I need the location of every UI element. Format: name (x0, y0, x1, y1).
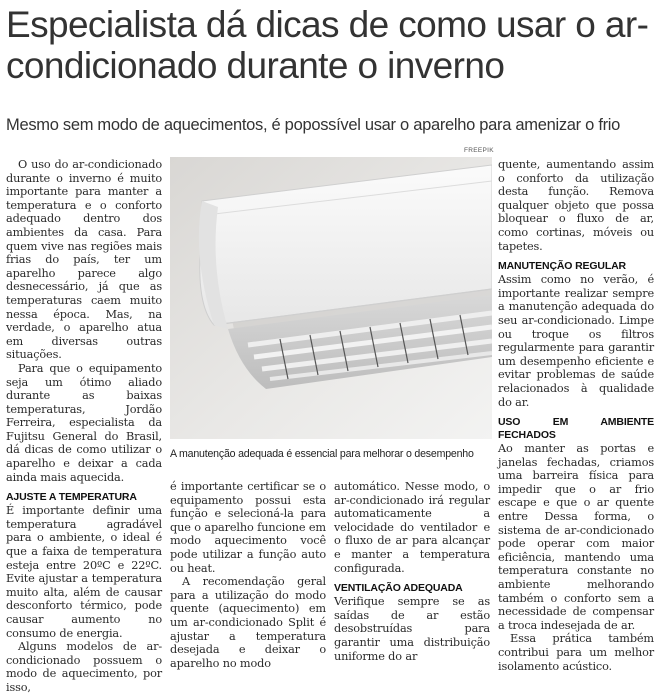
paragraph: Alguns modelos de ar-condicionado possuem o modo de aquecimento, por isso, (6, 640, 162, 694)
paragraph: quente, aumentando assim o conforto da utilização desta função. Remova qualquer objeto que possa bloquear o fluxo de ar, como cortinas, móveis ou tapetes. (498, 158, 654, 253)
article-headline: Especialista dá dicas de como usar o ar-condicionado durante o inverno (6, 4, 649, 86)
paragraph: Essa prática também contribui para um melhor isolamento acústico. (498, 632, 654, 673)
paragraph: Verifique sempre se as saídas de ar estão desobstruídas para garantir uma distribuição uniforme do ar (334, 595, 490, 663)
section-heading-closed-rooms: USO EM AMBIENTE FECHADOS (498, 416, 654, 442)
section-heading-maintenance: MANUTENÇÃO REGULAR (498, 260, 626, 273)
paragraph: é importante certificar se o equipamento possui esta função e selecioná-la para que o aparelho funcione em modo aquecimento você pode utilizar a função auto ou heat. (170, 480, 326, 575)
section-heading-ventilation: VENTILAÇÃO ADEQUADA (334, 582, 463, 595)
column-2 (170, 480, 326, 670)
column-4 (498, 158, 654, 673)
photo-caption: A manutenção adequada é essencial para melhorar o desempenho (170, 448, 474, 460)
paragraph: O uso do ar-condicionado durante o inverno é muito importante para manter a temperatura e o conforto adequado dentro dos ambientes da casa. Para quem vive nas regiões mais frias do país, ter um aparelho parece algo desnecessário, já que as temperaturas caem muito nessa época. Mas, na verdade, o aparelho atua em diversas outras situações. (6, 158, 162, 362)
column-3 (334, 480, 490, 663)
paragraph: A recomendação geral para a utilização do modo quente (aquecimento) em um ar-condicionado Split é ajustar a temperatura desejada e deixar o aparelho no modo (170, 575, 326, 670)
paragraph: Para que o equipamento seja um ótimo aliado durante as baixas temperaturas, Jordão Ferreira, especialista da Fujitsu General do Brasil, dá dicas de como utilizar o aparelho e deixar a cada ainda mais aquecida. (6, 361, 162, 484)
paragraph: automático. Nesse modo, o ar-condicionado irá regular automaticamente a velocidade do ventilador e o fluxo de ar para alcançar e manter a temperatura configurada. (334, 480, 490, 575)
paragraph: É importante definir uma temperatura agradável para o ambiente, o ideal é que a faixa de temperatura esteja entre 20ºC e 22ºC. Evite ajustar a temperatura muito alta, além de causar desconforto térmico, pode causar aumento no consumo de energia. (6, 504, 162, 640)
photo-credit: FREEPIK (464, 147, 494, 154)
section-heading-temperature: AJUSTE A TEMPERATURA (6, 491, 137, 504)
air-conditioner-illustration (170, 157, 492, 439)
paragraph: Ao manter as portas e janelas fechadas, criamos uma barreira física para impedir que o ar frio escape e que o ar quente entre Dessa forma, o sistema de ar-condicionado pode operar com maior eficiência, mantendo uma temperatura constante no ambiente melhorando também o conforto sem a necessidade de compensar a troca indesejada de ar. (498, 442, 654, 632)
paragraph: Assim como no verão, é importante realizar sempre a manutenção adequada do seu ar-condicionado. Limpe ou troque os filtros regularmente para garantir um desempenho eficiente e evitar problemas de saúde relacionados à qualidade do ar. (498, 273, 654, 409)
column-1 (6, 158, 162, 695)
article-subtitle: Mesmo sem modo de aquecimentos, é popossível usar o aparelho para amenizar o frio (6, 116, 621, 134)
article-photo (170, 157, 492, 439)
